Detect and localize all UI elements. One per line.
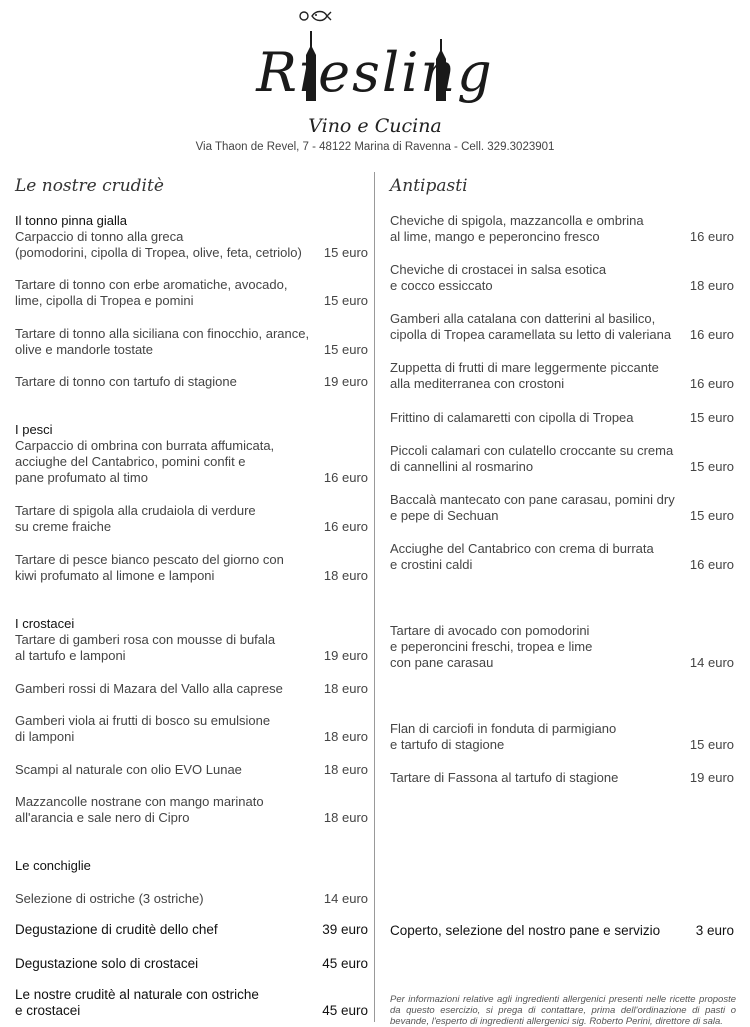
brand-name: Riesling — [256, 41, 494, 104]
group-title-conchiglie: Le conchiglie — [15, 858, 91, 873]
menu-item: Baccalà mantecato con pane carasau, pomini dry e pepe di Sechuan 15 euro — [390, 492, 734, 523]
menu-item: Carpaccio di ombrina con burrata affumicata, acciughe del Cantabrico, pomini confit e pane profumato al timo 16 euro — [15, 438, 368, 485]
menu-item: Gamberi alla catalana con datterini al basilico, cipolla di Tropea caramellata su letto di valeriana 16 euro — [390, 311, 734, 342]
menu-item: Carpaccio di tonno alla greca (pomodorini, cipolla di Tropea, olive, feta, cetriolo) 15 euro — [15, 229, 368, 260]
menu-item: Tartare di tonno alla siciliana con finocchio, arance, olive e mandorle tostate 15 euro — [15, 326, 368, 357]
menu-item: Acciughe del Cantabrico con crema di burrata e crostini caldi 16 euro — [390, 541, 734, 572]
group-title-crostacei: I crostacei — [15, 616, 75, 631]
allergen-note: Per informazioni relative agli ingredienti allergenici presenti nelle ricette proposte da questo esercizio, si prega di contattare, prima dell'ordinazione di pasti o bevande, l'esperto di ingredienti allergenici sig. Roberto Perini, direttore di sala. — [390, 994, 736, 1027]
menu-item: Tartare di tonno con erbe aromatiche, avocado, lime, cipolla di Tropea e pomini 15 euro — [15, 277, 368, 308]
menu-item: Tartare di tonno con tartufo di stagione 19 euro — [15, 374, 368, 389]
menu-item: Tartare di spigola alla crudaiola di verdure su creme fraiche 16 euro — [15, 503, 368, 534]
restaurant-logo — [250, 5, 500, 135]
menu-item: Mazzancolle nostrane con mango marinato all'arancia e sale nero di Cipro 18 euro — [15, 794, 368, 825]
special-item: Le nostre cruditè al naturale con ostriche e crostacei 45 euro — [15, 987, 368, 1018]
menu-item: Frittino di calamaretti con cipolla di Tropea 15 euro — [390, 410, 734, 425]
section-title-crudite: Le nostre cruditè — [15, 176, 164, 196]
group-title-tonno: Il tonno pinna gialla — [15, 213, 128, 228]
menu-item: Tartare di avocado con pomodorini e peperoncini freschi, tropea e lime con pane carasau 14 euro — [390, 623, 734, 670]
menu-item: Gamberi viola ai frutti di bosco su emulsione di lamponi 18 euro — [15, 713, 368, 744]
section-title-antipasti: Antipasti — [390, 176, 468, 196]
menu-item: Selezione di ostriche (3 ostriche) 14 euro — [15, 891, 368, 906]
menu-item: Cheviche di spigola, mazzancolla e ombrina al lime, mango e peperoncino fresco 16 euro — [390, 213, 734, 244]
special-item: Degustazione di cruditè dello chef 39 euro — [15, 922, 368, 937]
special-item: Degustazione solo di crostacei 45 euro — [15, 956, 368, 971]
column-divider — [374, 172, 375, 1022]
menu-item: Scampi al naturale con olio EVO Lunae 18 euro — [15, 762, 368, 777]
brand-subtitle: Vino e Cucina — [308, 115, 442, 137]
menu-item: Tartare di Fassona al tartufo di stagione 19 euro — [390, 770, 734, 785]
menu-item: Tartare di gamberi rosa con mousse di bufala al tartufo e lamponi 19 euro — [15, 632, 368, 663]
coperto-item: Coperto, selezione del nostro pane e servizio 3 euro — [390, 923, 734, 938]
address: Via Thaon de Revel, 7 - 48122 Marina di Ravenna - Cell. 329.3023901 — [195, 141, 555, 153]
group-title-pesci: I pesci — [15, 422, 53, 437]
menu-item: Cheviche di crostacei in salsa esotica e cocco essiccato 18 euro — [390, 262, 734, 293]
menu-item: Zuppetta di frutti di mare leggermente piccante alla mediterranea con crostoni 16 euro — [390, 360, 734, 391]
menu-item: Gamberi rossi di Mazara del Vallo alla caprese 18 euro — [15, 681, 368, 696]
menu-item: Piccoli calamari con culatello croccante su crema di cannellini al rosmarino 15 euro — [390, 443, 734, 474]
menu-item: Flan di carciofi in fonduta di parmigiano e tartufo di stagione 15 euro — [390, 721, 734, 752]
menu-item: Tartare di pesce bianco pescato del giorno con kiwi profumato al limone e lamponi 18 euro — [15, 552, 368, 583]
